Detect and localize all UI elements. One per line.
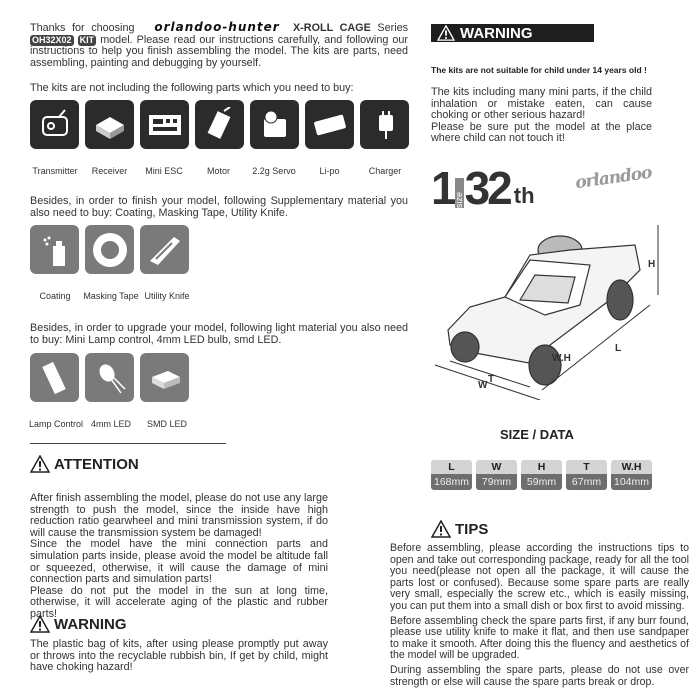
- lights-labels: [28, 419, 196, 429]
- scale-suffix: th: [513, 183, 535, 208]
- size-data-table: [427, 460, 656, 490]
- dim-label-t: T: [488, 374, 495, 385]
- size-data-title: SIZE / DATA: [500, 427, 574, 442]
- scale-numerator: 1: [431, 162, 454, 214]
- spray-can-icon: [30, 225, 79, 274]
- top-warning-body: [431, 87, 652, 145]
- lights-heading: Besides, in order to upgrade your model, following light material you also need to buy: Mini Lamp control, 4mm LED bulb, smd LED.: [30, 322, 408, 346]
- tips-paragraph: Before assembling, please according the instructions tips to open and take out corresponding package, ready for all the tool you need(please not open all the package, it will cause the parts lost or confused). Because some spare parts are really very small, especially the screw etc., which is easily missing, you can put them into a small dish or box first to avoid missing.: [390, 542, 689, 612]
- dim-label-wh: W.H: [552, 353, 571, 364]
- scale-size-word: size: [455, 178, 464, 208]
- top-warning-paragraph: The kits including many mini parts, if the child inhalation or mistake eaten, can cause choking or other serious hazard!: [431, 86, 652, 122]
- tape-icon: [85, 225, 134, 274]
- tips-title: TIPS: [455, 520, 489, 538]
- label-smd-led: SMD LED: [146, 419, 187, 429]
- size-value: 168mm: [431, 474, 472, 490]
- intro-prefix: Thanks for choosing: [30, 22, 135, 34]
- label-charger: Charger: [368, 166, 402, 176]
- size-value: 67mm: [566, 474, 607, 490]
- series-name: X-ROLL CAGE: [292, 22, 371, 34]
- divider: [30, 443, 226, 444]
- label-lipo: Li-po: [319, 166, 340, 176]
- size-header: L: [431, 460, 472, 474]
- top-warning-title: WARNING: [460, 24, 533, 42]
- scale-denominator: 32: [464, 162, 510, 214]
- warning-triangle-icon: [431, 520, 451, 538]
- charger-icon: [360, 100, 409, 149]
- size-header-row: [431, 460, 652, 474]
- top-warning-banner: [431, 24, 594, 42]
- intro-text: model. Please read our instructions carefully, and following our instructions to help you finish assembling the model. The kits are parts, need assembling, painting and debugging by yourself.: [30, 33, 409, 69]
- size-value: 79mm: [476, 474, 517, 490]
- label-lamp-control: Lamp Control: [28, 419, 84, 429]
- dim-label-l: L: [615, 343, 622, 354]
- tips-paragraph: Before assembling check the spare parts first, if any burr found, please use utility knife to make it flat, and then use sandpaper to make it smooth. After doing this the fluency and aesthetics of the model will be upgraded.: [390, 614, 689, 662]
- supplementary-icons: [30, 225, 189, 274]
- supplementary-heading: Besides, in order to finish your model, following Supplementary material you also need to buy: Coating, Masking Tape, Utility Knife.: [30, 195, 408, 219]
- battery-icon: [305, 100, 354, 149]
- size-header: W: [476, 460, 517, 474]
- orlandoo-logo: orlandoo: [573, 162, 653, 194]
- size-value-row: [431, 474, 652, 490]
- tips-paragraph: During assembling the spare parts, please do not use over strength or else will cause the spare parts break or drop.: [390, 663, 689, 688]
- label-servo: 2.2g Servo: [252, 166, 296, 176]
- size-value: 104mm: [611, 474, 652, 490]
- bottom-warning-title: WARNING: [54, 615, 127, 633]
- size-header: W.H: [611, 460, 652, 474]
- motor-icon: [195, 100, 244, 149]
- label-mini-esc: Mini ESC: [145, 166, 183, 176]
- warning-triangle-icon: [30, 615, 50, 633]
- attention-body: [30, 493, 328, 621]
- scale-badge: [431, 158, 535, 214]
- required-parts-icons: [30, 100, 409, 149]
- receiver-icon: [85, 100, 134, 149]
- warning-triangle-icon: [30, 455, 50, 473]
- label-motor: Motor: [206, 166, 230, 176]
- supplementary-labels: [28, 291, 194, 301]
- truck-dimension-diagram: [430, 215, 670, 400]
- lights-icons: [30, 353, 189, 402]
- tips-body: [390, 543, 689, 688]
- label-receiver: Receiver: [91, 166, 128, 176]
- attention-paragraph: Since the model have the mini connection parts and simulation parts inside, please avoid the model be altitude fall or squeezed, otherwise, it will cause the damage of mini connection parts and simulation parts!: [30, 538, 328, 586]
- attention-paragraph: Please do not put the model in the sun at long time, otherwise, it will accelerate aging of the plastic and rubber parts!: [30, 584, 328, 620]
- label-transmitter: Transmitter: [32, 166, 78, 176]
- label-coating: Coating: [39, 291, 71, 301]
- size-header: T: [566, 460, 607, 474]
- required-parts-heading: The kits are not including the following parts which you need to buy:: [30, 82, 354, 94]
- tips-heading: [431, 520, 488, 538]
- attention-title: ATTENTION: [54, 455, 139, 473]
- required-parts-labels: [27, 166, 414, 176]
- smd-led-icon: [140, 353, 189, 402]
- model-code: OH32X02: [32, 34, 72, 45]
- age-notice: The kits are not suitable for child under 14 years old !: [431, 65, 647, 75]
- attention-paragraph: After finish assembling the model, please do not use any large strength to push the model, since the inside have high reduction ratio gearwheel and mini transmission system, if do will cause the transmission system be damaged!: [30, 492, 328, 539]
- knife-icon: [140, 225, 189, 274]
- warning-triangle-icon: [437, 25, 455, 41]
- size-value: 59mm: [521, 474, 562, 490]
- series-suffix: Series: [377, 22, 409, 34]
- top-warning-paragraph: Please be sure put the model at the place where child can not touch it!: [431, 120, 652, 145]
- label-masking-tape: Masking Tape: [83, 291, 139, 301]
- bottom-warning-text: The plastic bag of kits, after using please promptly put away or throws into the recyclable rubbish bin, If get by child, might have choking hazard!: [30, 638, 328, 674]
- servo-icon: [250, 100, 299, 149]
- dim-label-w: W: [478, 380, 488, 391]
- kit-badge: KIT: [79, 34, 95, 45]
- size-header: H: [521, 460, 562, 474]
- transmitter-icon: [30, 100, 79, 149]
- intro-paragraph: [30, 22, 408, 69]
- esc-icon: [140, 100, 189, 149]
- attention-heading: [30, 455, 139, 473]
- label-utility-knife: Utility Knife: [144, 291, 190, 301]
- brand-logo: orlandoo-hunter: [154, 20, 280, 34]
- bottom-warning-heading: [30, 615, 127, 633]
- led-icon: [85, 353, 134, 402]
- dim-label-h: H: [648, 259, 656, 270]
- label-4mm-led: 4mm LED: [90, 419, 131, 429]
- lamp-control-icon: [30, 353, 79, 402]
